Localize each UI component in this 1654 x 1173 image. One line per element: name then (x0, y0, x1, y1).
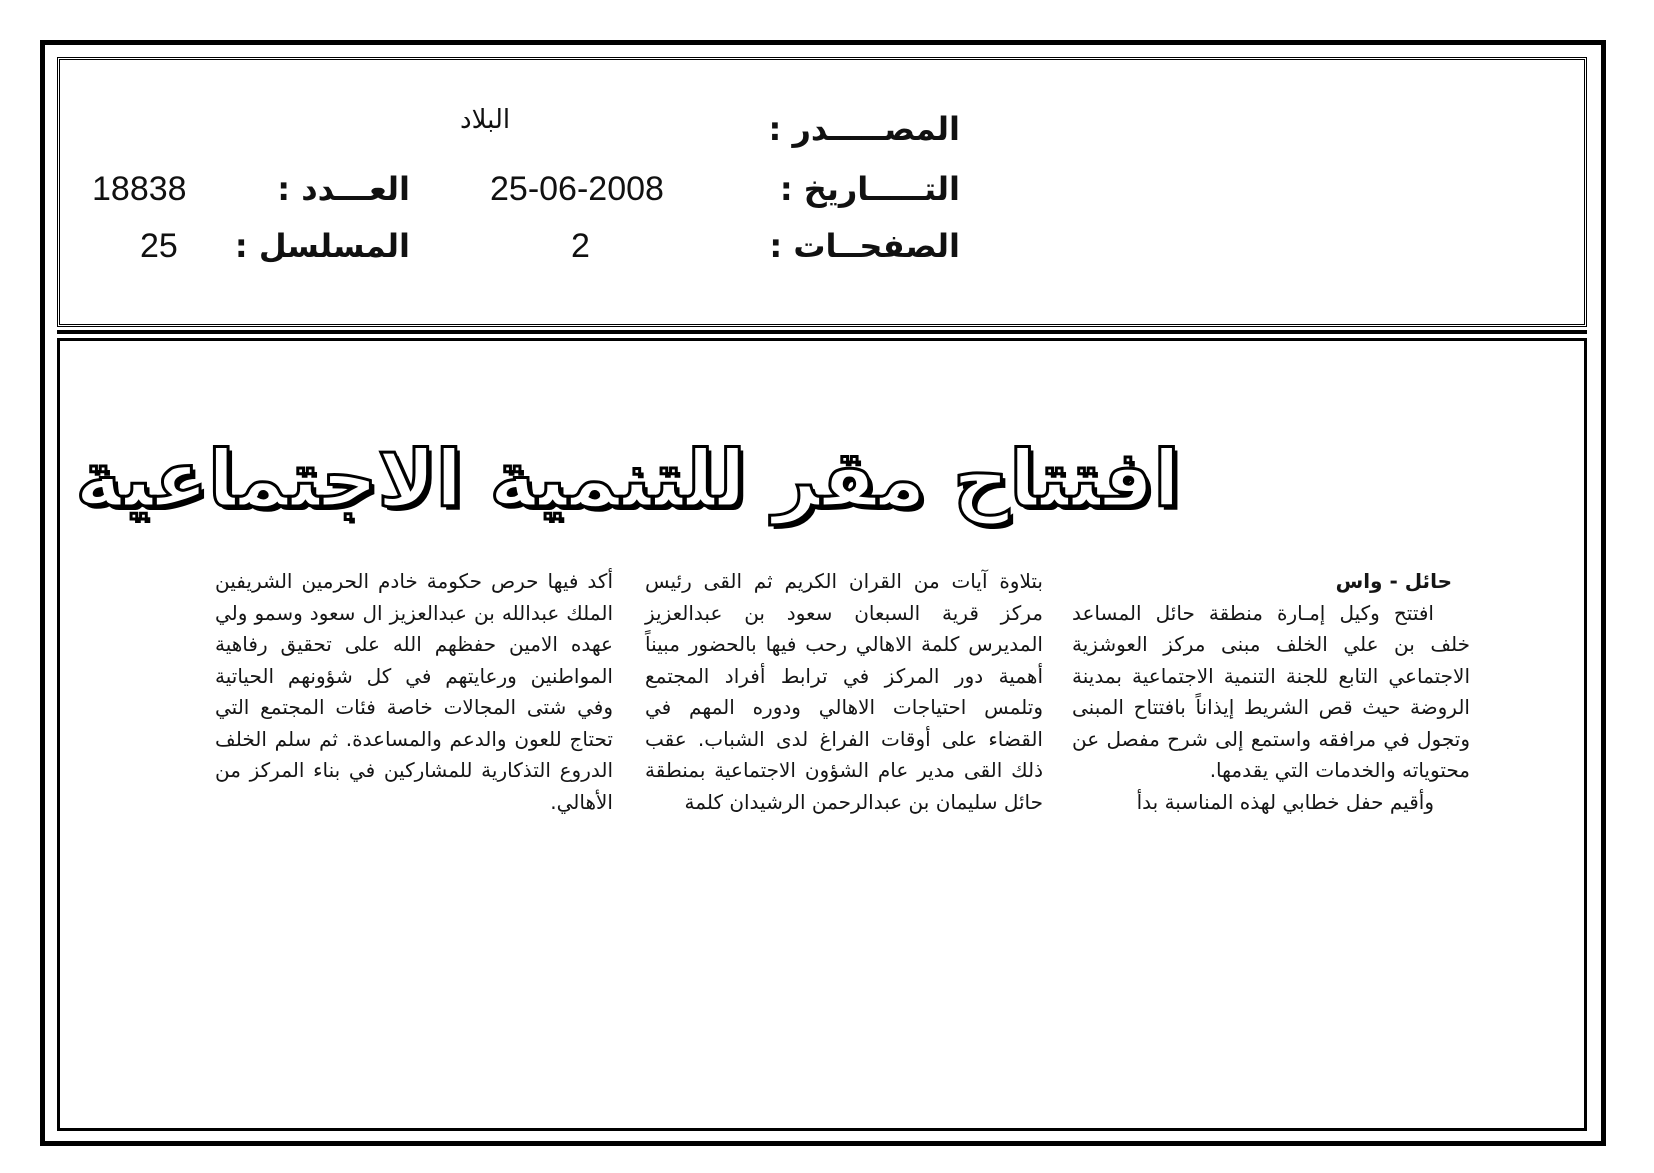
date-value: 25-06-2008 (490, 170, 664, 208)
issue-label: العـــدد : (277, 170, 410, 208)
article-column-1 (1072, 566, 1470, 818)
serial-label: المسلسل : (234, 227, 410, 265)
article-headline: افتتاح مقر للتنمية الاجتماعية (75, 435, 1180, 525)
article-column-3 (215, 566, 613, 818)
source-label: المصـــــدر : (768, 110, 960, 148)
pages-label: الصفحــات : (769, 227, 960, 265)
date-label: التـــــاريخ : (779, 170, 960, 208)
article-column-2 (645, 566, 1043, 818)
serial-value: 25 (140, 227, 178, 265)
pages-value: 2 (571, 227, 590, 265)
article-paragraph: وأقيم حفل خطابي لهذه المناسبة بدأ (1136, 789, 1434, 814)
source-value: البلاد (460, 105, 511, 135)
article-paragraph: افتتح وكيل إمـارة منطقة حائل المساعد خلف بن علي الخلف مبنى مركز العوشزية الاجتماعي التابع للجنة التنمية الاجتماعية بمدينة الروضة حيث قص الشريط إيذاناً بافتتاح المبنى وتجول في مرافقه واستمع إلى شرح مفصل عن محتوياته والخدمات التي يقدمها. (1072, 600, 1470, 782)
article-paragraph: بتلاوة آيات من القران الكريم ثم القى رئيس مركز قرية السبعان سعود بن عبدالعزيز المديرس كلمة الاهالي رحب فيها بالحضور مبيناً أهمية دور المركز في ترابط أفراد المجتمع وتلمس احتياجات الاهالي ودوره المهم في القضاء على أوقات الفراغ لدى الشباب. عقب ذلك القى مدير عام الشؤون الاجتماعية بمنطقة حائل سليمان بن عبدالرحمن الرشيدان كلمة (645, 569, 1043, 814)
article-paragraph: أكد فيها حرص حكومة خادم الحرمين الشريفين الملك عبدالله بن عبدالعزيز ال سعود وسمو ولي عهده الامين حفظهم الله على تحقيق رفاهية المواطنين ورعايتهم في كل شؤونهم الحياتية وفي شتى المجالات خاصة فئات المجتمع التي تحتاج للعون والدعم والمساعدة. ثم سلم الخلف الدروع التذكارية للمشاركين في بناء المركز من الأهالي. (215, 569, 613, 814)
issue-value: 18838 (92, 170, 187, 208)
dateline: حائل - واس (1335, 569, 1452, 593)
